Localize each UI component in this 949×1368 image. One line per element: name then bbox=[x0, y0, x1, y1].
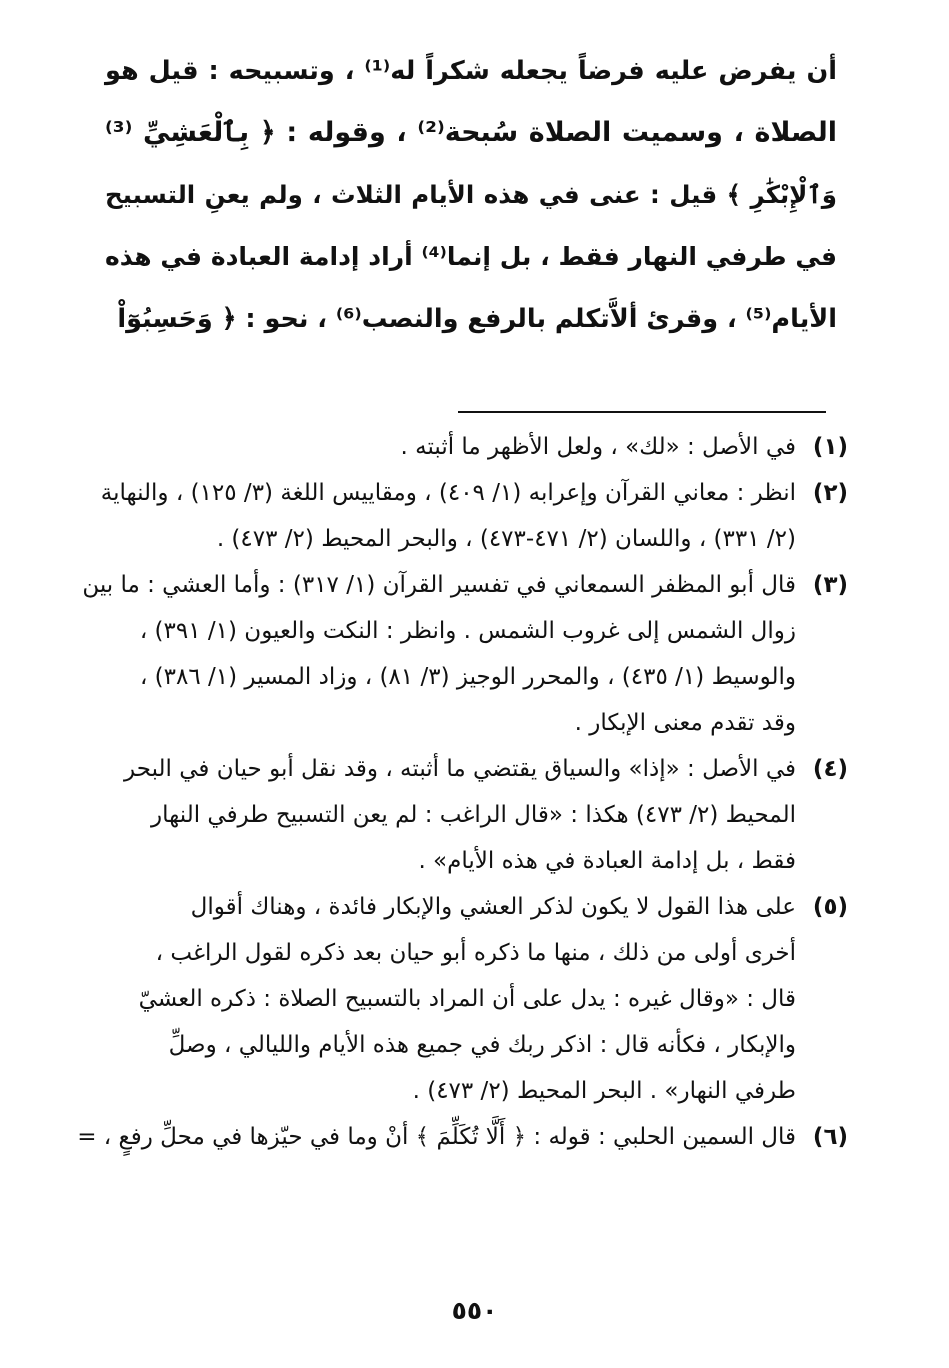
main-text-line: الصلاة ، وسميت الصلاة سُبحة⁽²⁾ ، وقوله : ﴿ بِٱلْعَشِيِّ ⁽³⁾ bbox=[105, 117, 837, 148]
footnote-2 bbox=[58, 470, 848, 562]
footnote-line: في الأصل : «إذا» والسياق يقتضي ما أثبته ، وقد نقل أبو حيان في البحر bbox=[124, 756, 796, 782]
footnote-line: أخرى أولى من ذلك ، منها ما ذكره أبو حيان بعد ذكره لقول الراغب ، bbox=[155, 940, 796, 966]
footnote-5 bbox=[58, 884, 848, 1114]
footnote-number: (٢) bbox=[812, 480, 848, 506]
footnote-line: على هذا القول لا يكون لذكر العشي والإبكار فائدة ، وهناك أقوال bbox=[190, 894, 796, 920]
footnote-line: زوال الشمس إلى غروب الشمس . وانظر : النكت والعيون (١/ ٣٩١) ، bbox=[139, 618, 796, 644]
footnote-line: طرفي النهار» . البحر المحيط (٢/ ٤٧٣) . bbox=[412, 1078, 796, 1104]
footnote-4 bbox=[58, 746, 848, 884]
footnote-line: (٢/ ٣٣١) ، واللسان (٢/ ٤٧١-٤٧٣) ، والبحر المحيط (٢/ ٤٧٣) . bbox=[216, 526, 796, 552]
footnote-1 bbox=[58, 424, 848, 470]
footnote-line: قال السمين الحلبي : قوله : ﴿ أَلَّا تُكَلِّمَ ﴾ أنْ وما في حيّزها في محلِّ رفعٍ ، = bbox=[77, 1124, 796, 1150]
footnote-line: انظر : معاني القرآن وإعرابه (١/ ٤٠٩) ، ومقاييس اللغة (٣/ ١٢٥) ، والنهاية bbox=[100, 480, 796, 506]
page-number: ٥٥٠ bbox=[451, 1296, 498, 1325]
main-text-line: في طرفي النهار فقط ، بل إنما⁽⁴⁾ أراد إدامة العبادة في هذه bbox=[105, 242, 837, 271]
footnote-6 bbox=[58, 1114, 848, 1160]
footnotes bbox=[58, 424, 848, 1160]
footnote-number: (٤) bbox=[812, 756, 848, 782]
footnote-number: (٣) bbox=[812, 572, 848, 598]
footnote-line: وقد تقدم معنى الإبكار . bbox=[574, 710, 796, 736]
footnote-line: في الأصل : «لك» ، ولعل الأظهر ما أثبته . bbox=[400, 434, 796, 460]
main-text-line: الأيام⁽⁵⁾ ، وقرئ ألاَّتكلم بالرفع والنصب⁽⁶⁾ ، نحو : ﴿ وَحَسِبُوٓاْ bbox=[117, 304, 837, 334]
footnote-number: (٦) bbox=[812, 1124, 848, 1150]
footnote-3 bbox=[58, 562, 848, 746]
main-text bbox=[105, 40, 837, 350]
footnote-line: قال : «وقال غيره : يدل على أن المراد بالتسبيح الصلاة : ذكره العشيّ bbox=[138, 986, 796, 1012]
main-text-line: أن يفرض عليه فرضاً يجعله شكراً له⁽¹⁾ ، وتسبيحه : قيل هو bbox=[105, 56, 837, 86]
footnote-line: قال أبو المظفر السمعاني في تفسير القرآن (١/ ٣١٧) : وأما العشي : ما بين bbox=[82, 572, 796, 598]
footnote-number: (١) bbox=[812, 434, 848, 460]
main-text-line: وَٱلْإِبْكَٰرِ ﴾ قيل : عنى في هذه الأيام الثلاث ، ولم يعنِ التسبيح bbox=[105, 180, 837, 209]
footnote-line: والإبكار ، فكأنه قال : اذكر ربك في جميع هذه الأيام والليالي ، وصلِّ bbox=[168, 1032, 796, 1058]
footnote-line: والوسيط (١/ ٤٣٥) ، والمحرر الوجيز (٣/ ٨١) ، وزاد المسير (١/ ٣٨٦) ، bbox=[139, 664, 796, 690]
footnote-number: (٥) bbox=[812, 894, 848, 920]
footnote-line: فقط ، بل إدامة العبادة في هذه الأيام» . bbox=[418, 848, 796, 874]
footnote-divider bbox=[458, 411, 826, 413]
footnote-line: المحيط (٢/ ٤٧٣) هكذا : «قال الراغب : لم يعن التسبيح طرفي النهار bbox=[151, 802, 796, 828]
